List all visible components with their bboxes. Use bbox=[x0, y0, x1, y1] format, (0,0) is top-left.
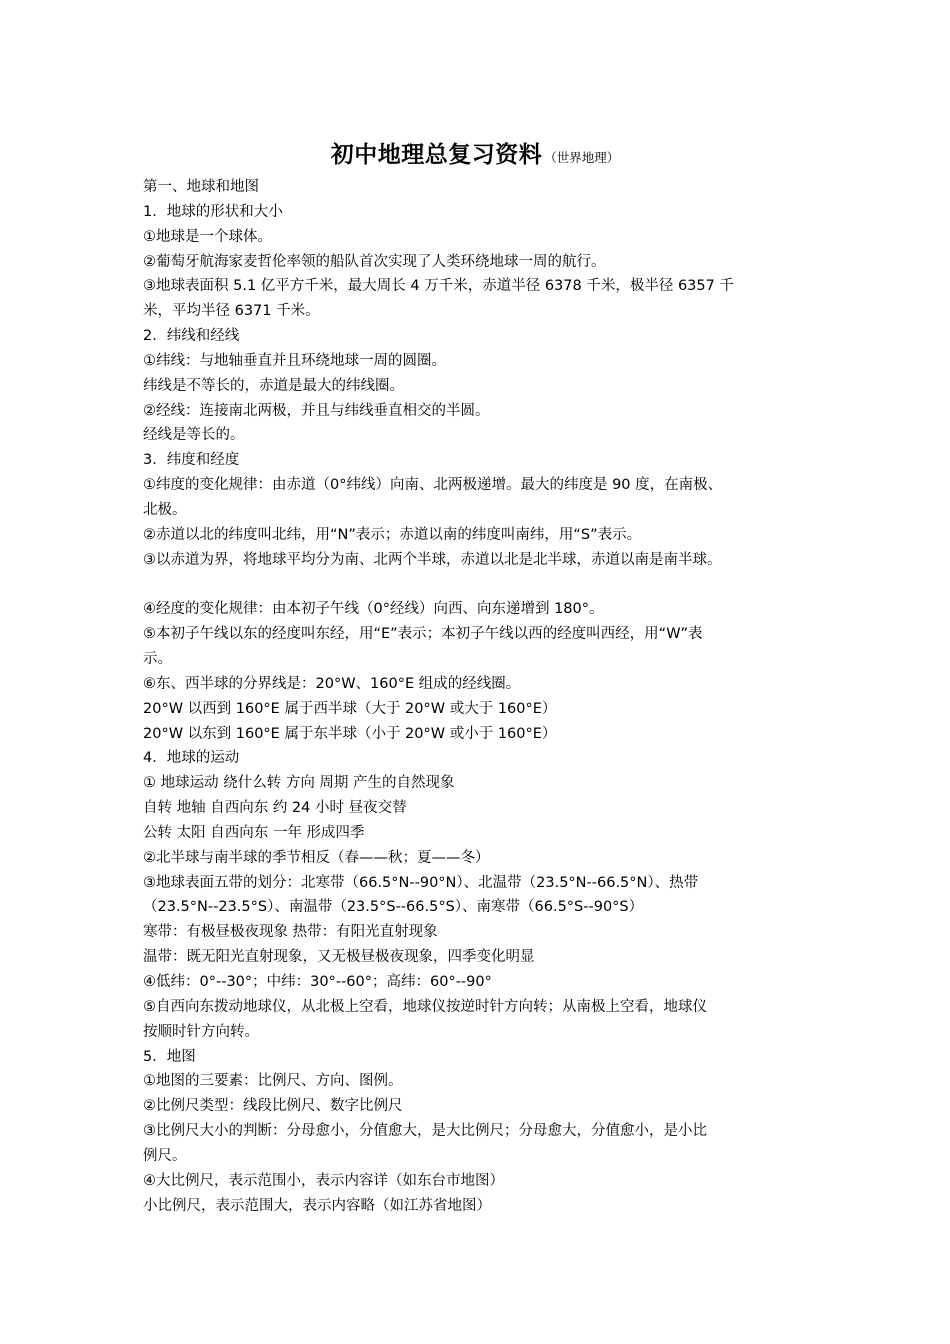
text-line: 20°W 以西到 160°E 属于西半球（大于 20°W 或大于 160°E） bbox=[143, 700, 557, 717]
text-line: ①地图的三要素：比例尺、方向、图例。 bbox=[143, 1073, 403, 1090]
text-line: 4．地球的运动 bbox=[143, 750, 240, 767]
blank-line bbox=[143, 573, 819, 598]
text-line: 公转 太阳 自西向东 一年 形成四季 bbox=[143, 824, 365, 841]
text-line: ④经度的变化规律：由本初子午线（0°经线）向西、向东递增到 180°。 bbox=[143, 601, 604, 618]
text-line: ②北半球与南半球的季节相反（春——秋；夏——冬） bbox=[143, 849, 490, 866]
text-line: 纬线是不等长的，赤道是最大的纬线圈。 bbox=[143, 377, 404, 394]
text-line: ⑥东、西半球的分界线是：20°W、160°E 组成的经线圈。 bbox=[143, 675, 521, 692]
text-line: （23.5°N--23.5°S）、南温带（23.5°S--66.5°S）、南寒带（66.5°S--90°S） bbox=[143, 899, 644, 916]
text-line: 米，平均半径 6371 千米。 bbox=[143, 303, 320, 320]
text-line: ③地球表面五带的划分：北寒带（66.5°N--90°N）、北温带（23.5°N--66.5°N）、热带 bbox=[143, 874, 699, 891]
title-subtitle: （世界地理） bbox=[544, 150, 620, 165]
text-line: 按顺时针方向转。 bbox=[143, 1023, 259, 1040]
text-line: ①纬度的变化规律：由赤道（0°纬线）向南、北两极递增。最大的纬度是 90 度，在南极、 bbox=[143, 477, 723, 494]
text-line: ②赤道以北的纬度叫北纬，用“N”表示；赤道以南的纬度叫南纬，用“S”表示。 bbox=[143, 526, 642, 543]
text-line: 小比例尺，表示范围大，表示内容略（如江苏省地图） bbox=[143, 1197, 491, 1214]
text-line: ⑤本初子午线以东的经度叫东经，用“E”表示；本初子午线以西的经度叫西经，用“W”表 bbox=[143, 626, 703, 643]
text-line: ②葡萄牙航海家麦哲伦率领的船队首次实现了人类环绕地球一周的航行。 bbox=[143, 253, 606, 270]
text-line: ⑤自西向东拨动地球仪，从北极上空看，地球仪按逆时针方向转；从南极上空看，地球仪 bbox=[143, 998, 707, 1015]
text-line: 自转 地轴 自西向东 约 24 小时 昼夜交替 bbox=[143, 800, 407, 817]
page-title bbox=[0, 136, 950, 169]
text-line: 2．纬线和经线 bbox=[143, 328, 240, 345]
text-line: 第一、地球和地图 bbox=[143, 179, 259, 195]
text-line: 示。 bbox=[143, 651, 172, 668]
text-line: ④大比例尺，表示范围小，表示内容详（如东台市地图） bbox=[143, 1172, 504, 1189]
text-line: 寒带：有极昼极夜现象 热带：有阳光直射现象 bbox=[143, 924, 438, 941]
text-line: 1．地球的形状和大小 bbox=[143, 203, 283, 220]
text-line: 北极。 bbox=[143, 501, 187, 518]
text-line: ④低纬：0°--30°；中纬：30°--60°；高纬：60°--90° bbox=[143, 974, 492, 990]
body-text bbox=[143, 175, 819, 1218]
text-line: ③以赤道为界，将地球平均分为南、北两个半球，赤道以北是北半球，赤道以南是南半球。 bbox=[143, 551, 722, 568]
text-line: ③比例尺大小的判断：分母愈小，分值愈大，是大比例尺；分母愈大，分值愈小，是小比 bbox=[143, 1123, 707, 1140]
text-line: 3．纬度和经度 bbox=[143, 452, 240, 469]
text-line: ①纬线：与地轴垂直并且环绕地球一周的圆圈。 bbox=[143, 352, 446, 369]
title-main: 初中地理总复习资料 bbox=[330, 141, 543, 168]
text-line: ②比例尺类型：线段比例尺、数字比例尺 bbox=[143, 1098, 403, 1115]
text-line: 温带：既无阳光直射现象，又无极昼极夜现象，四季变化明显 bbox=[143, 949, 535, 966]
text-line: ① 地球运动 绕什么转 方向 周期 产生的自然现象 bbox=[143, 775, 455, 792]
text-line: 经线是等长的。 bbox=[143, 427, 245, 444]
text-line: 例尺。 bbox=[143, 1147, 187, 1164]
text-line: 20°W 以东到 160°E 属于东半球（小于 20°W 或小于 160°E） bbox=[143, 725, 557, 742]
text-line: ①地球是一个球体。 bbox=[143, 228, 272, 245]
text-line: ③地球表面积 5.1 亿平方千米，最大周长 4 万千米，赤道半径 6378 千米，极半径 6357 千 bbox=[143, 278, 734, 295]
text-line: 5．地图 bbox=[143, 1048, 196, 1065]
text-line: ②经线：连接南北两极，并且与纬线垂直相交的半圆。 bbox=[143, 402, 490, 419]
